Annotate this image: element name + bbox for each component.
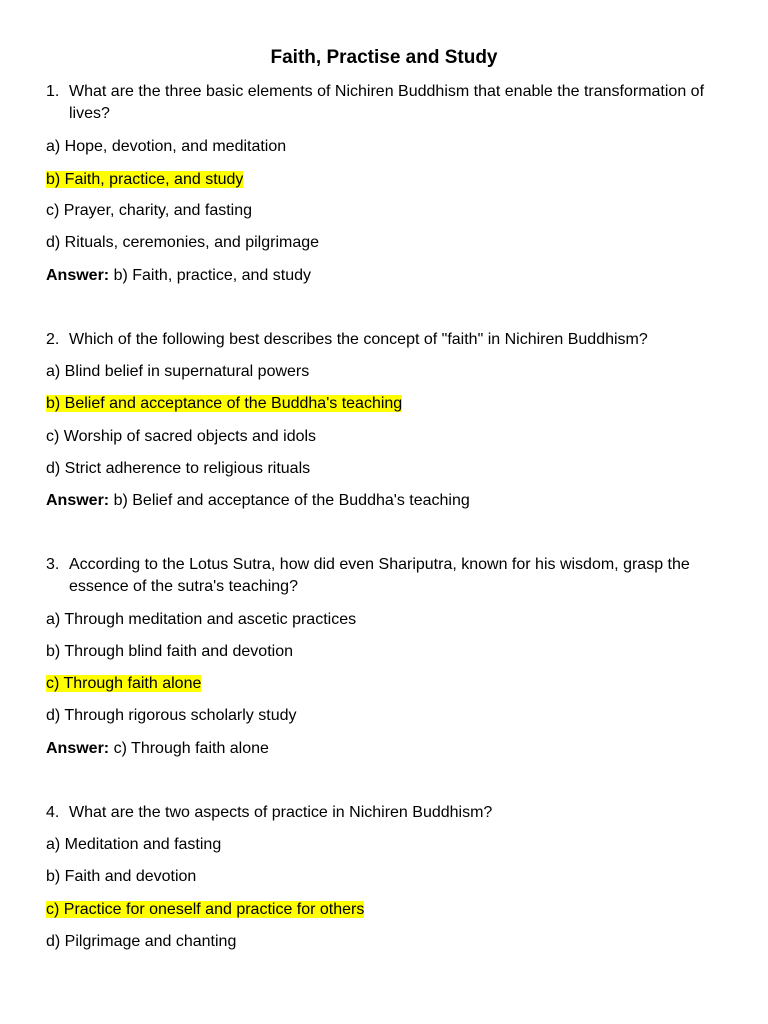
- question-number: 1.: [46, 83, 60, 100]
- option-d: [46, 705, 297, 727]
- question-text: What are the two aspects of practice in Nichiren Buddhism?: [69, 804, 493, 821]
- option-label: d) Rituals, ceremonies, and pilgrimage: [46, 234, 320, 251]
- option-label: d) Strict adherence to religious rituals: [46, 460, 311, 477]
- option-d: [46, 232, 319, 254]
- question-number: 2.: [46, 331, 60, 348]
- answer-label: Answer:: [46, 267, 110, 284]
- option-label: d) Pilgrimage and chanting: [46, 933, 237, 950]
- option-a: [46, 609, 356, 631]
- option-a: [46, 361, 309, 383]
- option-label: d) Through rigorous scholarly study: [46, 707, 297, 724]
- option-label: c) Worship of sacred objects and idols: [46, 428, 317, 445]
- option-label: a) Hope, devotion, and meditation: [46, 138, 287, 155]
- answer-label: Answer:: [46, 492, 110, 509]
- answer-text: b) Belief and acceptance of the Buddha's teaching: [109, 492, 470, 509]
- question-number: 3.: [46, 556, 60, 573]
- option-label: a) Meditation and fasting: [46, 836, 222, 853]
- option-b: [46, 169, 243, 191]
- question-text: According to the Lotus Sutra, how did even Shariputra, known for his wisdom, grasp the essence of the sutra's teaching?: [69, 556, 690, 595]
- answer-line: [46, 265, 311, 287]
- option-label: a) Blind belief in supernatural powers: [46, 363, 310, 380]
- option-c: [46, 426, 316, 448]
- option-d: [46, 931, 236, 953]
- answer-text: b) Faith, practice, and study: [109, 267, 311, 284]
- option-label: a) Through meditation and ascetic practices: [46, 611, 357, 628]
- answer-line: [46, 738, 269, 760]
- option-label: b) Faith and devotion: [46, 868, 197, 885]
- option-label: b) Through blind faith and devotion: [46, 643, 293, 660]
- option-a: [46, 834, 221, 856]
- highlighted-option-label: b) Belief and acceptance of the Buddha's teaching: [46, 395, 403, 412]
- option-a: [46, 136, 286, 158]
- answer-label: Answer:: [46, 740, 110, 757]
- option-c: [46, 899, 364, 921]
- highlighted-option-label: b) Faith, practice, and study: [46, 171, 244, 188]
- option-label: c) Prayer, charity, and fasting: [46, 202, 253, 219]
- answer-text: c) Through faith alone: [109, 740, 269, 757]
- option-b: [46, 866, 196, 888]
- option-b: [46, 641, 293, 663]
- answer-line: [46, 490, 470, 512]
- option-b: [46, 393, 402, 415]
- option-c: [46, 673, 201, 695]
- option-d: [46, 458, 310, 480]
- question-text: What are the three basic elements of Nichiren Buddhism that enable the transformation of lives?: [69, 83, 705, 122]
- highlighted-option-label: c) Through faith alone: [46, 675, 202, 692]
- document-title: Faith, Practise and Study: [270, 47, 498, 68]
- question-text: Which of the following best describes the concept of "faith" in Nichiren Buddhism?: [69, 331, 648, 348]
- option-c: [46, 200, 252, 222]
- highlighted-option-label: c) Practice for oneself and practice for others: [46, 901, 365, 918]
- question-number: 4.: [46, 804, 60, 821]
